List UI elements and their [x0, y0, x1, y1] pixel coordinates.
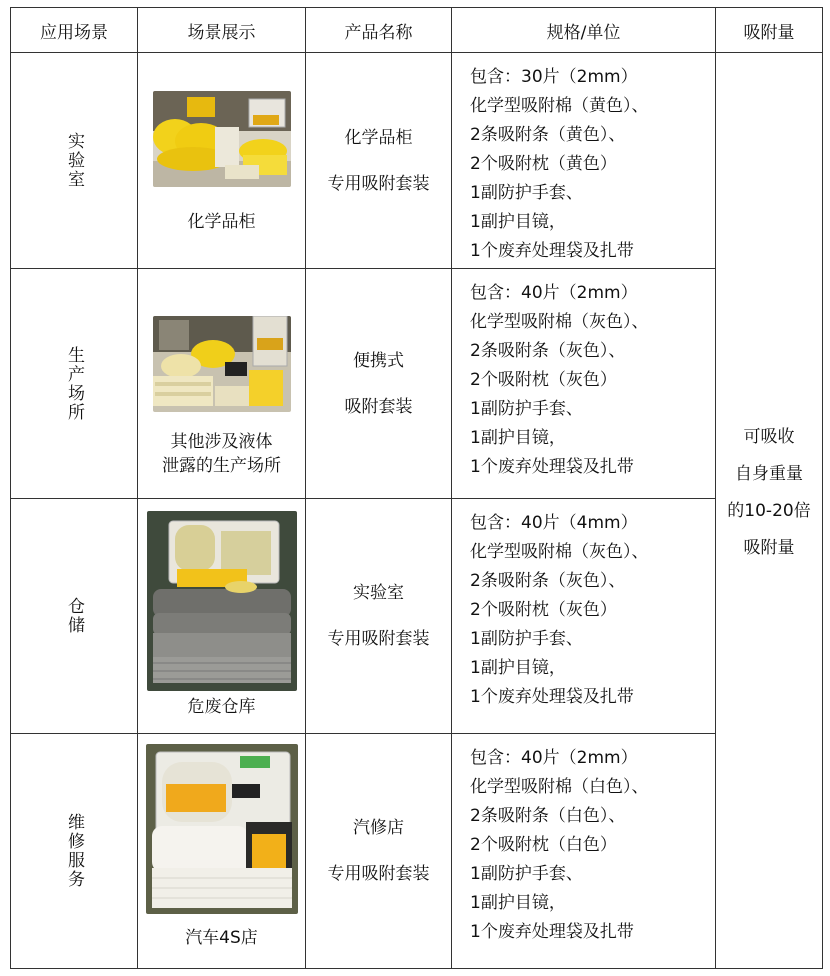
- header-scene-display: 场景展示: [138, 8, 306, 53]
- header-absorption: 吸附量: [716, 8, 823, 53]
- product-name: [306, 338, 451, 430]
- table-row: [11, 53, 823, 269]
- spec-line: 包含：40片（4mm）: [470, 513, 638, 533]
- spec-cell: [452, 53, 716, 269]
- scenario-label: 仓储: [64, 597, 84, 635]
- spec-line: 1副防护手套、: [470, 399, 583, 419]
- scene-cell: [138, 734, 306, 969]
- scene-cell: [138, 269, 306, 499]
- spec-line: 1副防护手套、: [470, 629, 583, 649]
- absorption-cell: [716, 53, 823, 969]
- spec-cell: [452, 734, 716, 969]
- spec-line: 化学型吸附棉（白色）、: [470, 777, 649, 797]
- spec-line: 2个吸附枕（白色）: [470, 835, 617, 855]
- spec-line: 1副护目镜，: [470, 212, 566, 232]
- product-name-line: 吸附套装: [344, 396, 413, 417]
- scenario-cell: [11, 499, 138, 734]
- product-name-line: 专用吸附套装: [327, 173, 430, 194]
- absorption-line: 自身重量: [735, 463, 803, 484]
- table-row: [11, 269, 823, 499]
- scene-cell: [138, 53, 306, 269]
- white-absorbent-kit-image: [146, 744, 298, 914]
- scene-caption: 化学品柜: [187, 212, 256, 232]
- spec-line: 包含：40片（2mm）: [470, 748, 638, 768]
- spec-line: 2个吸附枕（灰色）: [470, 370, 617, 390]
- scenario-cell: [11, 53, 138, 269]
- header-row: [11, 8, 823, 53]
- product-cell: [306, 269, 452, 499]
- yellow-absorbent-kit-image: [153, 91, 291, 187]
- spec-line: 1副护目镜，: [470, 428, 566, 448]
- scene-caption-line: 泄露的生产场所: [162, 456, 281, 476]
- spec-line: 1个废弃处理袋及扎带: [470, 922, 634, 942]
- scenario-label: 维修服务: [64, 813, 84, 889]
- scene-caption: 危废仓库: [187, 697, 256, 717]
- spec-cell: [452, 499, 716, 734]
- spec-line: 1副防护手套、: [470, 864, 583, 884]
- spec-line: 化学型吸附棉（黄色）、: [470, 96, 649, 116]
- spec-line: 2个吸附枕（黄色）: [470, 154, 617, 174]
- header-scenario: 应用场景: [11, 8, 138, 53]
- product-name: [306, 115, 451, 207]
- scene-caption: 汽车4S店: [185, 928, 258, 948]
- absorption-line: 可吸收: [743, 426, 795, 447]
- table-row: [11, 499, 823, 734]
- spec-line: 化学型吸附棉（灰色）、: [470, 312, 649, 332]
- gray-absorbent-kit-image: [147, 511, 297, 691]
- spec-line: 2个吸附枕（灰色）: [470, 600, 617, 620]
- scene-caption: [162, 430, 281, 478]
- product-name-line: 实验室: [353, 583, 404, 603]
- spec-line: 2条吸附条（白色）、: [470, 806, 626, 826]
- header-product-name: 产品名称: [306, 8, 452, 53]
- spec-line: 化学型吸附棉（灰色）、: [470, 542, 649, 562]
- absorption-line: 吸附量: [743, 537, 795, 558]
- spec-line: 1个废弃处理袋及扎带: [470, 687, 634, 707]
- scene-caption-line: 其他涉及液体: [170, 432, 273, 452]
- table-row: [11, 734, 823, 969]
- product-cell: [306, 53, 452, 269]
- absorption-text: [716, 419, 822, 567]
- product-name: [306, 570, 451, 662]
- product-name-line: 汽修店: [353, 818, 404, 838]
- product-name-line: 便携式: [353, 350, 404, 371]
- product-name-line: 专用吸附套装: [327, 864, 430, 884]
- product-cell: [306, 499, 452, 734]
- spec-line: 1个废弃处理袋及扎带: [470, 241, 634, 261]
- scene-cell: [138, 499, 306, 734]
- product-name-line: 专用吸附套装: [327, 629, 430, 649]
- scenario-label: 生产场所: [64, 345, 84, 422]
- spec-line: 1副护目镜，: [470, 893, 566, 913]
- spec-line: 包含：30片（2mm）: [470, 67, 638, 87]
- product-name: [306, 805, 451, 897]
- spec-line: 包含：40片（2mm）: [470, 283, 638, 303]
- production-absorbent-kit-image: [153, 316, 291, 412]
- spec-line: 2条吸附条（灰色）、: [470, 571, 626, 591]
- scenario-cell: [11, 269, 138, 499]
- absorbent-kit-table: [10, 7, 823, 969]
- spec-line: 1副防护手套、: [470, 183, 583, 203]
- spec-line: 1个废弃处理袋及扎带: [470, 457, 634, 477]
- scenario-label: 实验室: [64, 132, 84, 189]
- absorption-line: 的10-20倍: [727, 500, 811, 521]
- spec-cell: [452, 269, 716, 499]
- scenario-cell: [11, 734, 138, 969]
- spec-line: 2条吸附条（灰色）、: [470, 341, 626, 361]
- spec-line: 2条吸附条（黄色）、: [470, 125, 626, 145]
- product-name-line: 化学品柜: [344, 127, 413, 148]
- header-spec-unit: 规格/单位: [452, 8, 716, 53]
- product-cell: [306, 734, 452, 969]
- spec-line: 1副护目镜，: [470, 658, 566, 678]
